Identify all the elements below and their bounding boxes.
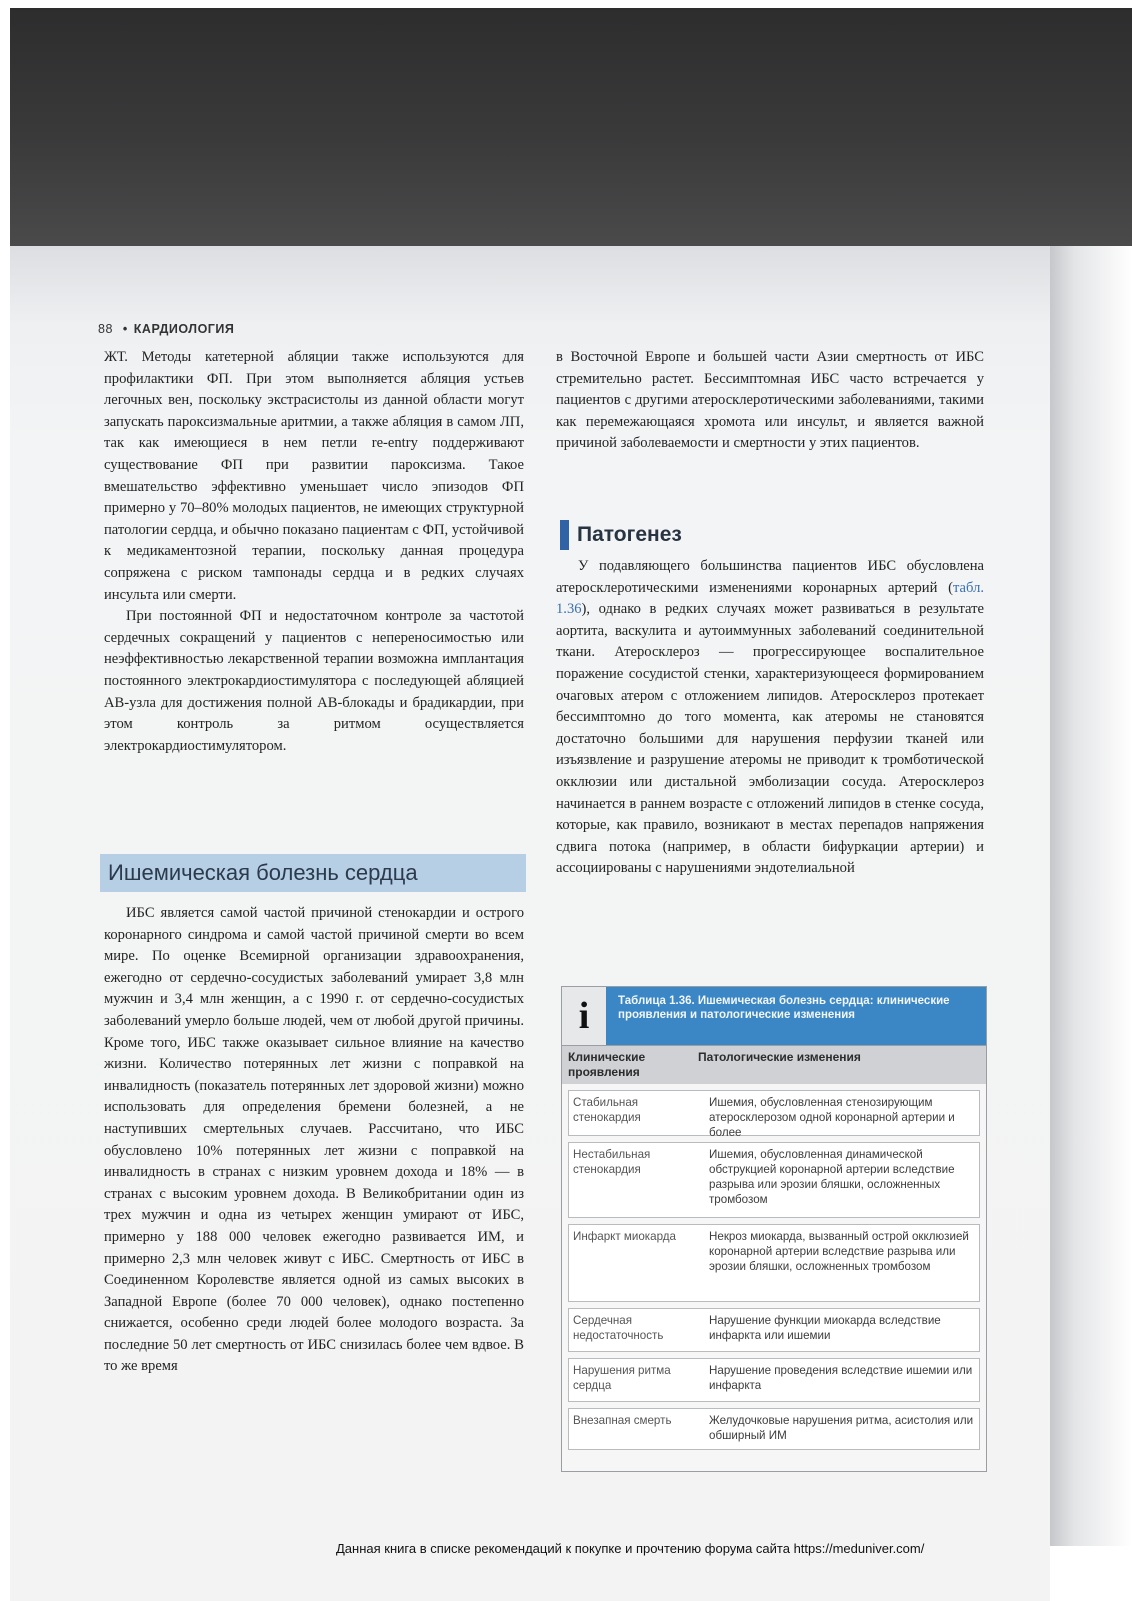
paragraph-2-start: У подавляющего большинства пациентов ИБС обусловлена атеросклеротическими изменениями коронарных артерий ( — [556, 558, 984, 596]
column-header-pathology: Патологические изменения — [698, 1050, 861, 1064]
table-row — [568, 1142, 980, 1218]
right-column — [556, 347, 984, 455]
table-row — [568, 1408, 980, 1450]
table-cell-pathology: Желудочковые нарушения ритма, асистолия или обширный ИМ — [709, 1414, 974, 1442]
table-reference-link[interactable]: табл. 1.36 — [556, 579, 984, 618]
pathogenesis-text-block — [556, 556, 984, 880]
section-name: КАРДИОЛОГИЯ — [133, 322, 235, 336]
table-row — [568, 1358, 980, 1402]
table-row — [568, 1090, 980, 1139]
bullet-separator: • — [122, 322, 128, 336]
table-cell-clinical: Нарушения ритма сердца — [573, 1364, 671, 1392]
page-edge-shadow — [1050, 246, 1132, 1546]
paragraph-2-end: ), однако в редких случаях может развиваться в результате аортита, васкулита и аутоиммунных заболеваний соединительной ткани. Атеросклероз — прогрессирующее воспалительное поражение сосудистой стенки, характеризующееся формированием очаговых атером с отложением липидов. Атеросклероз протекает бессимптомно до того момента, как атеромы не становятся достаточно большими для нарушения перфузии тканей или изъязвление и разрушение атеромы не приводит к тромботической окклюзии или дистальной эмболизации сосуда. Атеросклероз начинается в раннем возрасте с отложений липидов в стенке сосуда, которые, как правило, возникают в местах перепадов напряжения сдвига потока (например, в области бифуркации артерии) и ассоциированы с нарушениями эндотелиальной — [556, 601, 984, 877]
section-title-pathogenesis: Патогенез — [560, 520, 682, 550]
table-cell-pathology: Нарушение проведения вследствие ишемии или инфаркта — [709, 1364, 973, 1392]
table-cell-pathology: Некроз миокарда, вызванный острой окклюзией коронарной артерии вследствие разрыва или эрозии бляшки, осложненных тромбозом — [709, 1230, 969, 1273]
table-cell-pathology: Ишемия, обусловленная динамической обструкцией коронарной артерии вследствие разрыва или эрозии бляшки, осложненных тромбозом — [709, 1148, 955, 1206]
table-caption: Таблица 1.36. Ишемическая болезнь сердца: клинические проявления и патологические изменения — [606, 987, 986, 1045]
table-row — [568, 1308, 980, 1352]
table-cell-pathology: Нарушение функции миокарда вследствие инфаркта или ишемии — [709, 1314, 941, 1342]
table-cell-clinical: Внезапная смерть — [573, 1414, 672, 1427]
left-paragraph-3: ИБС является самой частой причиной стенокардии и острого коронарного синдрома и самой частой причиной смерти во всем мире. По оценке Всемирной организации здравоохранения, ежегодно от сердечно-сосудистых заболеваний умирает 3,8 млн мужчин и 3,4 млн женщин, а с 1990 г. от сердечно-сосудистых заболеваний умерло больше людей, чем от любой другой причины. Кроме того, ИБС также оказывает сильное влияние на качество жизни. Количество потерянных лет жизни с поправкой на инвалидность (показатель потерянных лет здоровой жизни) можно использовать для определения бремени болезней, а не наступивших смертельных случаев. Рассчитано, что ИБС обусловлено 10% потерянных лет жизни с поправкой на инвалидность в странах с низким уровнем дохода и 18% — в странах с высоким уровнем дохода. В Великобритании один из трех мужчин и одна из четырех женщин умирают от ИБС, примерно у 188 000 человек ежегодно развивается ИМ, и примерно 2,3 млн человек живут с ИБС. Смертность от ИБС в Соединенном Королевстве является одной из самых высоких в Западной Европе (более 70 000 человек), однако постепенно снижается, особенно среди людей более молодого возраста. За последние 50 лет смертность от ИБС снизилась более чем вдвое. В то же время — [104, 905, 524, 1375]
left-paragraph-2: При постоянной ФП и недостаточном контроле за частотой сердечных сокращений у пациентов с непереносимостью или неэффективностью лекарственной терапии возможна имплантация постоянного электрокардиостимулятора с последующей абляцией АВ-узла для достижения полной АВ-блокады и брадикардии, при этом контроль за ритмом осуществляется электрокардиостимулятором. — [104, 608, 524, 754]
table-column-headers — [562, 1045, 986, 1084]
table-cell-clinical: Нестабильная стенокардия — [573, 1148, 651, 1176]
right-paragraph-2 — [556, 556, 984, 880]
page-number: 88 — [98, 322, 113, 336]
table-cell-clinical: Стабильная стенокардия — [573, 1096, 641, 1124]
table-row — [568, 1224, 980, 1302]
right-paragraph-1: в Восточной Европе и большей части Азии смертность от ИБС стремительно растет. Бессимптомная ИБС часто встречается у пациентов с другими атеросклеротическими заболеваниями, такими как перемежающаяся хромота или инсульт, и является важной причиной заболеваемости и смертности у этих пациентов. — [556, 349, 984, 452]
footer-note: Данная книга в списке рекомендаций к покупке и прочтению форума сайта https://meduniver.com/ — [336, 1541, 925, 1556]
info-icon: i — [562, 987, 606, 1045]
table-cell-pathology: Ишемия, обусловленная стенозирующим атеросклерозом одной коронарной артерии и более — [709, 1096, 955, 1139]
left-paragraph-1: ЖТ. Методы катетерной абляции также используются для профилактики ФП. При этом выполняется абляция устьев легочных вен, поскольку экстрасистолы из данной области могут запускать пароксизмальные аритмии, а также абляция в самом ЛП, так как имеющиеся в нем петли re-entry поддерживают существование ФП при развитии пароксизма. Такое вмешательство эффективно уменьшает число эпизодов ФП примерно у 70–80% молодых пациентов, не имеющих структурной патологии сердца, и обычно показано пациентам с ФП, устойчивой к медикаментозной терапии, поскольку данная процедура сопряжена с риском тампонады сердца и в редких случаях инсульта или смерти. — [104, 349, 524, 603]
table-header — [562, 987, 986, 1045]
table-1-36 — [561, 986, 987, 1472]
running-head — [98, 322, 498, 336]
table-cell-clinical: Сердечная недостаточность — [573, 1314, 664, 1342]
table-cell-clinical: Инфаркт миокарда — [573, 1230, 676, 1243]
ibs-text-block — [104, 903, 524, 1378]
left-column — [104, 347, 524, 757]
column-header-clinical: Клинические проявления — [568, 1050, 646, 1079]
scan-dark-background — [10, 8, 1132, 246]
section-title-ibs: Ишемическая болезнь сердца — [100, 854, 526, 892]
